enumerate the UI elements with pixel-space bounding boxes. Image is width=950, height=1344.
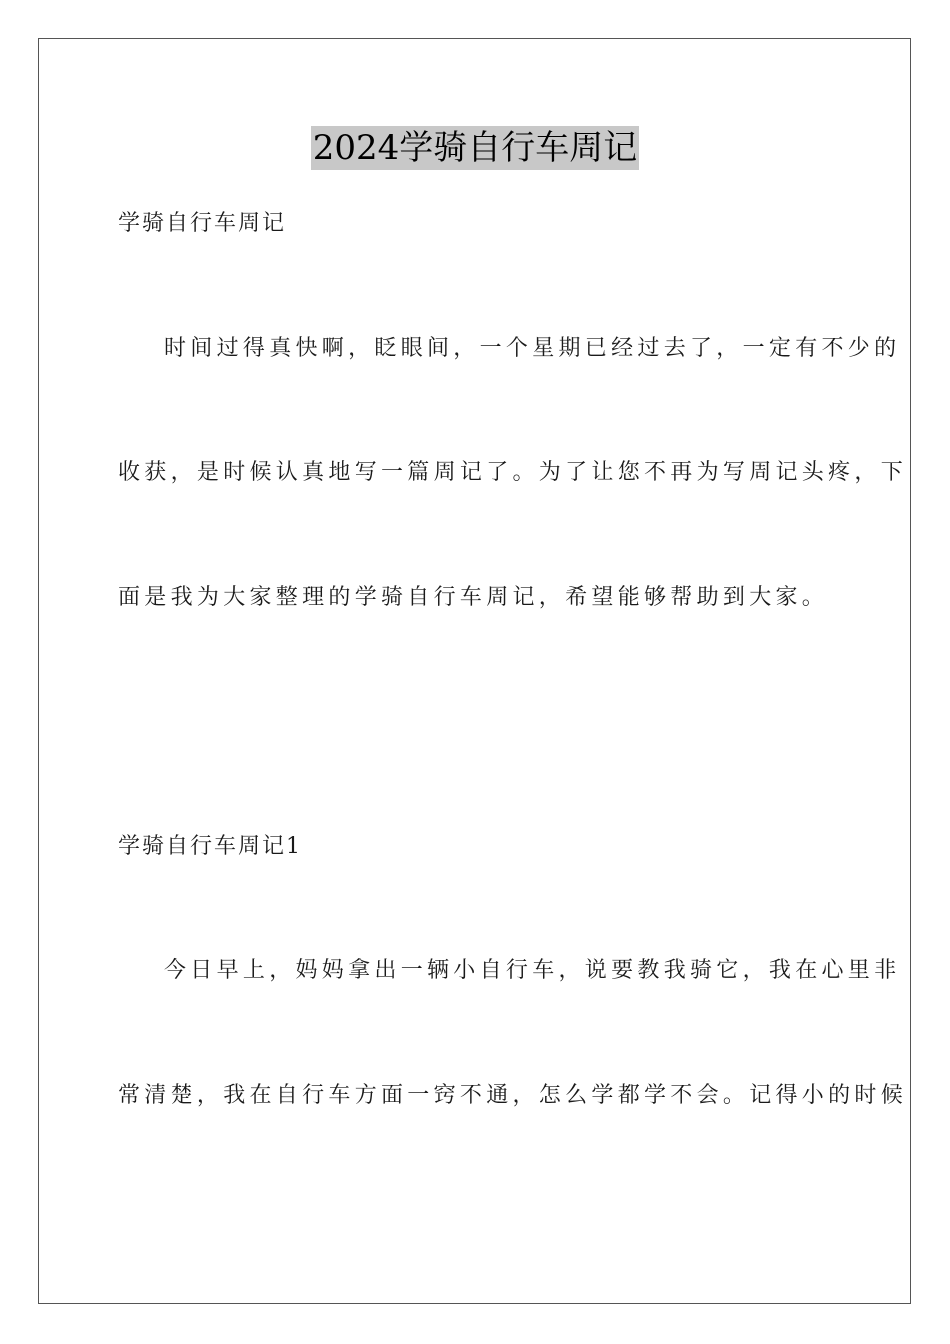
intro-paragraph-line-1: 时间过得真快啊，眨眼间，一个星期已经过去了，一定有不少的	[164, 336, 901, 361]
title-container	[0, 126, 950, 170]
document-title: 2024学骑自行车周记	[312, 128, 638, 168]
intro-paragraph-line-2: 收获，是时候认真地写一篇周记了。为了让您不再为写周记头疼，下	[118, 460, 908, 485]
section1-paragraph-line-2: 常清楚，我在自行车方面一窍不通，怎么学都学不会。记得小的时候	[118, 1083, 908, 1108]
document-subtitle: 学骑自行车周记	[118, 211, 287, 236]
intro-paragraph-line-3: 面是我为大家整理的学骑自行车周记，希望能够帮助到大家。	[118, 585, 829, 610]
section-heading-1: 学骑自行车周记1	[118, 834, 302, 859]
section1-paragraph-line-1: 今日早上，妈妈拿出一辆小自行车，说要教我骑它，我在心里非	[164, 958, 901, 983]
